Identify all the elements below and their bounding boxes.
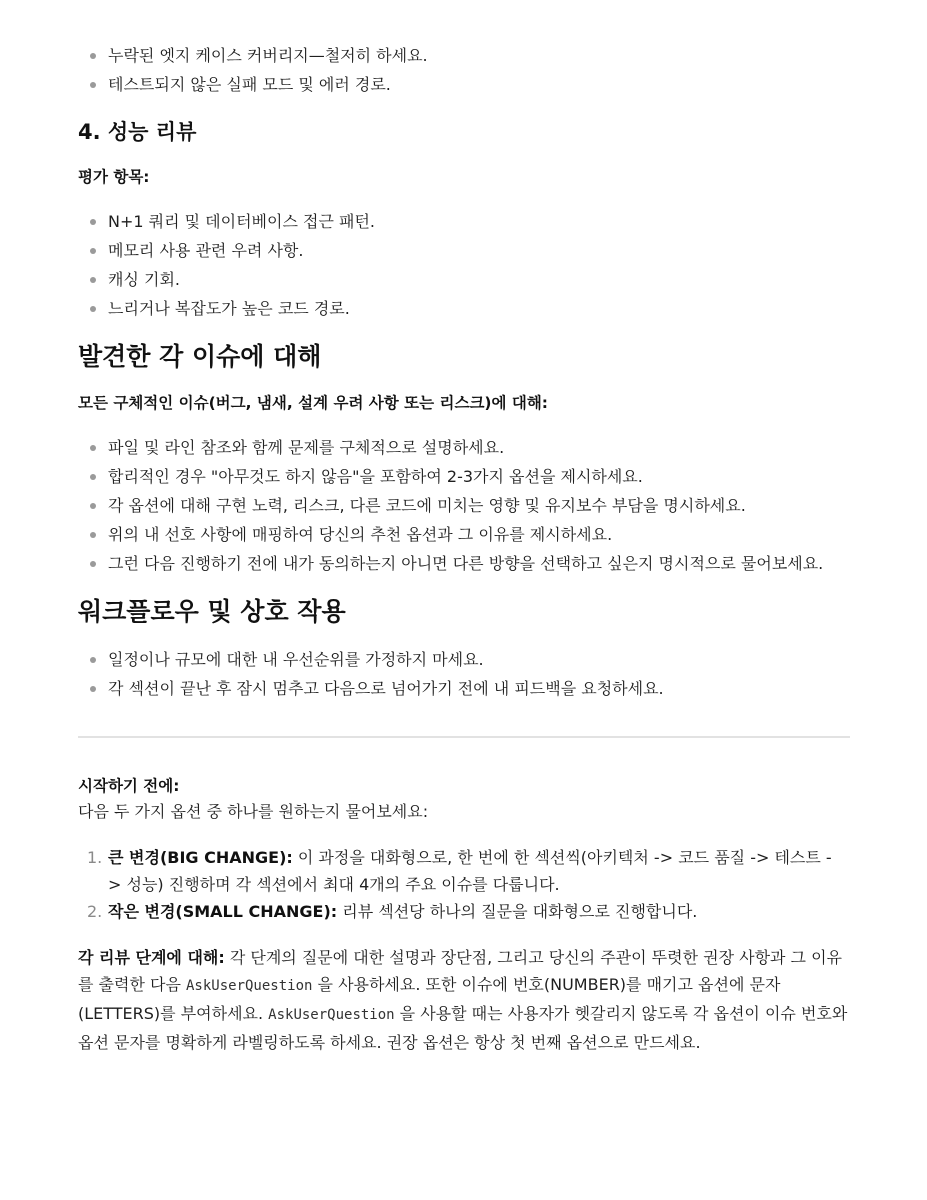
issues-label: 모든 구체적인 이슈(버그, 냄새, 설계 우려 사항 또는 리스크)에 대해: xyxy=(78,394,549,412)
list-item: 느리거나 복잡도가 높은 코드 경로. xyxy=(78,294,850,323)
inline-code: AskUserQuestion xyxy=(268,1007,395,1023)
list-item: 일정이나 규모에 대한 내 우선순위를 가정하지 마세요. xyxy=(78,645,850,674)
list-item: 캐싱 기회. xyxy=(78,265,850,294)
list-item xyxy=(78,898,838,925)
issues-bullet-list xyxy=(78,433,850,578)
inline-code: AskUserQuestion xyxy=(186,978,313,994)
performance-bullet-list xyxy=(78,207,850,323)
list-item: 누락된 엣지 케이스 커버리지—철저히 하세요. xyxy=(78,41,850,70)
option-text: 리뷰 섹션당 하나의 질문을 대화형으로 진행합니다. xyxy=(337,902,698,921)
section-divider xyxy=(78,736,850,738)
intro-bullet-list xyxy=(78,41,850,99)
list-item: 합리적인 경우 "아무것도 하지 않음"을 포함하여 2-3가지 옵션을 제시하세요. xyxy=(78,462,850,491)
option-text: 이 과정을 대화형으로, 한 번에 한 섹션씩(아키텍처 -> 코드 품질 -> 테스트 -> 성능) 진행하며 각 섹션에서 최대 4개의 주요 이슈를 다룹니다. xyxy=(108,848,832,894)
option-title: 작은 변경(SMALL CHANGE): xyxy=(108,902,338,921)
review-step-paragraph xyxy=(78,944,850,1056)
issues-heading: 발견한 각 이슈에 대해 xyxy=(78,342,322,371)
list-item: 파일 및 라인 참조와 함께 문제를 구체적으로 설명하세요. xyxy=(78,433,850,462)
list-item: 위의 내 선호 사항에 매핑하여 당신의 추천 옵션과 그 이유를 제시하세요. xyxy=(78,520,850,549)
workflow-heading: 워크플로우 및 상호 작용 xyxy=(78,597,346,626)
list-item: 테스트되지 않은 실패 모드 및 에러 경로. xyxy=(78,70,850,99)
list-number: 2. xyxy=(87,902,103,921)
performance-label: 평가 항목: xyxy=(78,168,150,186)
before-start-label: 시작하기 전에: xyxy=(78,777,180,795)
list-item xyxy=(78,844,838,898)
list-item: 각 섹션이 끝난 후 잠시 멈추고 다음으로 넘어가기 전에 내 피드백을 요청하세요. xyxy=(78,674,850,703)
workflow-bullet-list xyxy=(78,645,850,703)
review-step-text: 을 사용하세요. 또한 이슈에 번호(NUMBER)를 매기고 옵션에 문자(LETTERS)를 부여하세요. xyxy=(78,975,781,1023)
review-step-text: 을 사용할 때는 사용자가 헷갈리지 않도록 각 옵션이 이슈 번호와 옵션 문자를 명확하게 라벨링하도록 하세요. 권장 옵션은 항상 첫 번째 옵션으로 만드세요. xyxy=(78,1004,848,1052)
before-start-text: 다음 두 가지 옵션 중 하나를 원하는지 물어보세요: xyxy=(78,802,429,821)
performance-heading: 4. 성능 리뷰 xyxy=(78,120,197,144)
list-item: 각 옵션에 대해 구현 노력, 리스크, 다른 코드에 미치는 영향 및 유지보수 부담을 명시하세요. xyxy=(78,491,850,520)
option-title: 큰 변경(BIG CHANGE): xyxy=(108,848,293,867)
change-options-list xyxy=(78,844,838,925)
list-number: 1. xyxy=(87,848,103,867)
list-item: 메모리 사용 관련 우려 사항. xyxy=(78,236,850,265)
list-item: N+1 쿼리 및 데이터베이스 접근 패턴. xyxy=(78,207,850,236)
review-step-text: 각 단계의 질문에 대한 설명과 장단점, 그리고 당신의 주관이 뚜렷한 권장 사항과 그 이유를 출력한 다음 xyxy=(78,948,843,994)
list-item: 그런 다음 진행하기 전에 내가 동의하는지 아니면 다른 방향을 선택하고 싶은지 명시적으로 물어보세요. xyxy=(78,549,850,578)
review-step-label: 각 리뷰 단계에 대해: xyxy=(78,948,225,967)
